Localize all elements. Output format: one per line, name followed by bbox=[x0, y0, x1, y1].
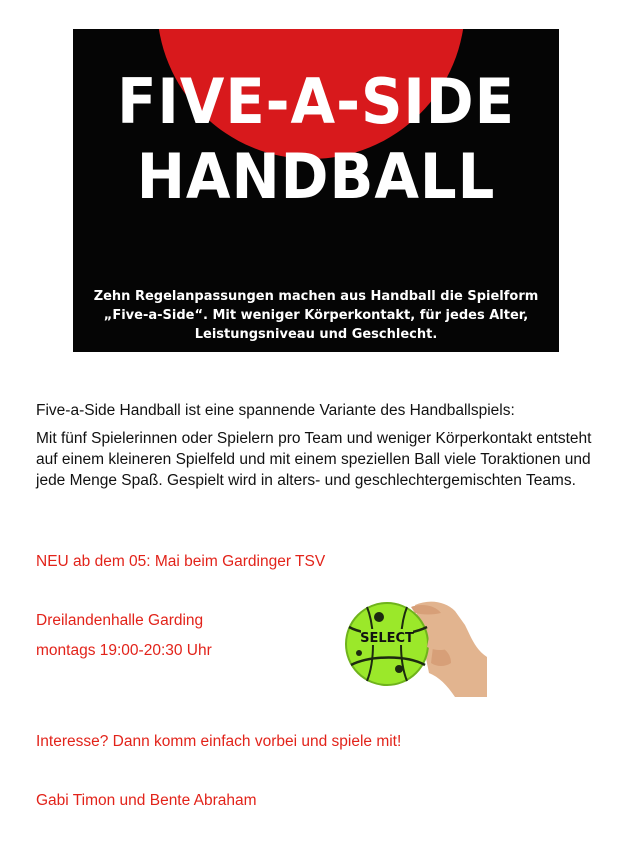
contacts-text: Gabi Timon und Bente Abraham bbox=[36, 792, 257, 809]
announcement-text: NEU ab dem 05: Mai beim Gardinger TSV bbox=[36, 553, 326, 570]
header-banner bbox=[73, 29, 559, 352]
handball-in-hand-icon bbox=[337, 597, 487, 697]
ball-brand-label: SELECT bbox=[360, 631, 414, 646]
banner-subtitle-line-1: Zehn Regelanpassungen machen aus Handball die Spielform bbox=[93, 289, 539, 304]
intro-text: Five-a-Side Handball ist eine spannende Variante des Handballspiels: bbox=[36, 402, 515, 419]
handball-image bbox=[337, 597, 487, 697]
banner-subtitle-line-2: „Five-a-Side“. Mit weniger Körperkontakt, für jedes Alter, bbox=[103, 308, 529, 323]
invitation-text: Interesse? Dann komm einfach vorbei und spiele mit! bbox=[36, 733, 402, 750]
schedule-text: montags 19:00-20:30 Uhr bbox=[36, 642, 212, 659]
banner-subtitle-line-3: Leistungsniveau und Geschlecht. bbox=[194, 327, 438, 342]
description-text: Mit fünf Spielerinnen oder Spielern pro Team und weniger Körperkontakt entsteht auf einem kleineren Spielfeld und mit einem speziellen Ball viele Toraktionen und jede Menge Spaß. Gespielt wird in alters- und geschlechtergemischten Teams. bbox=[36, 430, 592, 489]
banner-title-line-1: FIVE-A-SIDE bbox=[117, 65, 515, 138]
banner-title-line-2: HANDBALL bbox=[136, 140, 496, 213]
banner-subtitle bbox=[73, 287, 559, 344]
venue-text: Dreilandenhalle Garding bbox=[36, 612, 204, 629]
